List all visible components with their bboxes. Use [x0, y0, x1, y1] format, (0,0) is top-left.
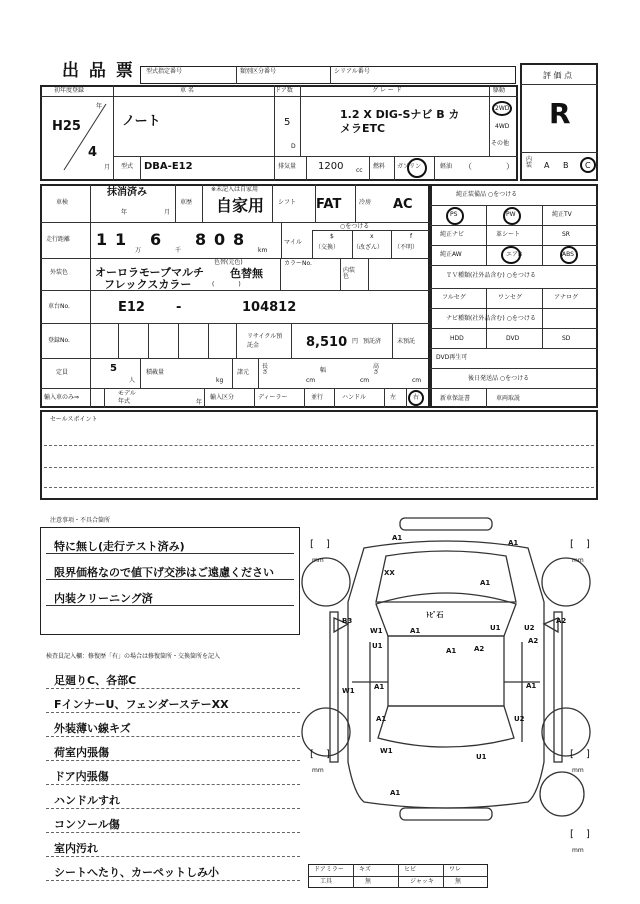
page-title: 出 品 票	[62, 61, 135, 81]
dvd-label: DVD再生可	[436, 354, 468, 361]
handle-right-circle	[408, 390, 424, 406]
car-damage-diagram	[300, 512, 602, 860]
interior-b: B	[563, 161, 569, 170]
damage-mark: A2	[556, 617, 567, 625]
color-no-label: カラーNo.	[284, 260, 312, 267]
mileage-digit: 8	[233, 230, 245, 249]
grade-value: 1.2 X DIG-Sナビ B カメラETC	[340, 108, 460, 135]
color-note: 色替(元色)	[214, 259, 243, 266]
airbag-circle	[501, 246, 521, 264]
inspector-line: 荷室内張傷	[54, 746, 109, 759]
fuel-paren-close: ）	[506, 162, 514, 171]
capacity-unit: 人	[129, 377, 136, 384]
tools-header: ヒビ	[404, 866, 417, 873]
model-label: 型式	[121, 163, 134, 170]
interior-c-circle	[580, 157, 596, 173]
meter-altered: （改ざん）	[353, 244, 384, 251]
capacity-value: 5	[110, 363, 117, 374]
inspection-year: 年	[121, 209, 128, 216]
meter-s: $	[330, 233, 334, 240]
damage-mark: W1	[380, 747, 393, 755]
tools-cell: 無	[455, 878, 462, 885]
damage-mark: A2	[528, 637, 539, 645]
recycle-unit: 円	[352, 338, 359, 345]
notes-label: 注意事項・不具合箇所	[50, 517, 111, 524]
color-paren: ( )	[212, 281, 241, 288]
note-line: 内装クリーニング済	[54, 592, 153, 605]
bracket-close: ]	[586, 539, 590, 550]
use-label: 車歴	[180, 199, 193, 206]
model-value: DBA-E12	[144, 161, 193, 172]
later-title: 後日発送品 ○をつける	[468, 375, 530, 382]
recycle-done: 預託済	[363, 338, 382, 345]
rating-value: R	[549, 97, 571, 130]
inspector-line: 足廻りC、各部C	[54, 674, 137, 687]
damage-mark: U1	[476, 753, 487, 761]
import-label: 輸入車のみ⇒	[44, 394, 80, 401]
bracket-close: ]	[586, 749, 590, 760]
damage-mark: A1	[508, 539, 519, 547]
equipment-item: 革シート	[496, 231, 521, 238]
fuel-gasoline: ガソリン	[397, 163, 422, 170]
fuel-gasoline-circle	[407, 158, 427, 178]
reg-month: 4	[88, 145, 98, 160]
doors-label: ドア数	[275, 87, 293, 94]
navi-item: DVD	[506, 335, 520, 342]
tv-item: アナログ	[554, 294, 579, 301]
chassis-dash: -	[176, 300, 182, 315]
inspector-underline	[46, 688, 300, 689]
navi-item: HDD	[450, 335, 464, 342]
reg-year: H25	[52, 119, 81, 134]
inspection-month: 月	[164, 209, 171, 216]
capacity-label: 定員	[56, 369, 69, 376]
tv-item: ワンセグ	[498, 294, 523, 301]
mileage-digit: 8	[195, 230, 207, 249]
damage-mark: U2	[524, 624, 535, 632]
unit-km: km	[258, 247, 268, 254]
model-year-label: モデル年式	[118, 390, 136, 405]
chassis-prefix: E12	[118, 300, 145, 315]
interior-label: 内装	[526, 156, 533, 169]
displacement-value: 1200	[318, 161, 344, 172]
load-label: 積載量	[146, 369, 165, 376]
equipment-item: エアB	[506, 251, 523, 258]
import-dealer: ディーラー	[258, 394, 288, 401]
inspector-underline	[46, 760, 300, 761]
color-change: 色替無	[230, 267, 263, 280]
mileage-label: 走行距離	[46, 236, 71, 243]
import-parallel: 並行	[311, 394, 324, 401]
year-unit: 年	[96, 103, 103, 110]
damage-mark: A1	[376, 715, 387, 723]
displacement-label: 排気量	[278, 163, 297, 170]
recycle-not: 未預託	[397, 338, 416, 345]
drive-other: その他	[491, 140, 510, 147]
month-unit: 月	[104, 164, 111, 171]
doors-value: 5	[284, 117, 291, 128]
damage-mark: U1	[372, 642, 383, 650]
mm-label: mm	[572, 767, 584, 774]
dim-height-unit: cm	[412, 377, 422, 384]
damage-mark: W1	[370, 627, 383, 635]
recycle-label: リサイクル預託金	[247, 333, 283, 349]
tv-item: フルセグ	[442, 294, 466, 301]
mark-note: ○をつける	[340, 223, 370, 230]
note-line: 限界価格なので値下げ交渉はご遠慮ください	[54, 566, 274, 579]
damage-mark: B3	[342, 617, 353, 625]
tools-header: ワレ	[449, 866, 462, 873]
shift-value: FAT	[316, 197, 342, 212]
unit-man: 万	[135, 247, 142, 254]
mileage-digit: 1	[115, 230, 127, 249]
mile-label: マイル	[284, 239, 302, 246]
dim-width-unit: cm	[360, 377, 370, 384]
fuel-label: 燃料	[373, 163, 386, 170]
damage-mark: U1	[490, 624, 501, 632]
name-label: 車 名	[180, 87, 194, 94]
use-value: 自家用	[216, 196, 265, 215]
damage-mark: A1	[392, 534, 403, 542]
equipment-item: PW	[506, 211, 516, 218]
recycle-value: 8,510	[306, 335, 348, 350]
damage-mark: A1	[480, 579, 491, 587]
cc-unit: cc	[356, 167, 363, 174]
interior-a: A	[544, 161, 550, 170]
note-line: 特に無し(走行テスト済み)	[54, 540, 185, 553]
use-note: ※未記入は自家用	[211, 186, 259, 193]
interior-c: C	[585, 161, 591, 170]
damage-mark: A1	[526, 682, 537, 690]
ac-value: AC	[393, 197, 413, 212]
model-year-unit: 年	[196, 399, 203, 406]
car-name: ノート	[122, 114, 161, 129]
category-label: 類別区分番号	[240, 68, 277, 75]
equipment-item: SR	[562, 231, 570, 238]
handle-label: ハンドル	[342, 394, 367, 401]
pw-circle	[503, 207, 521, 225]
drive-4wd: 4WD	[495, 123, 510, 130]
inspector-underline	[46, 784, 300, 785]
equipment-item: 純正AW	[440, 251, 462, 258]
mileage-digit: 6	[150, 230, 162, 249]
bracket-open: [	[310, 539, 314, 550]
inspection-label: 車検	[56, 199, 69, 206]
mm-label: mm	[572, 557, 584, 564]
damage-mark: W1	[342, 687, 355, 695]
inspector-line: 室内汚れ	[54, 842, 98, 855]
dim-length-unit: cm	[306, 377, 316, 384]
inspector-underline	[46, 832, 300, 833]
import-type-label: 輸入区分	[210, 394, 235, 401]
tools-header: ドアミラー	[314, 866, 344, 873]
equipment-item: 純正TV	[552, 211, 572, 218]
inspector-underline	[46, 808, 300, 809]
damage-mark: A1	[446, 647, 457, 655]
color-value-2: フレックスカラー	[104, 278, 192, 291]
damage-mark: ﾄﾋﾞ石	[426, 611, 444, 619]
equipment-item: 純正ナビ	[440, 231, 465, 238]
serial-label: シリアル番号	[334, 68, 370, 75]
damage-mark: A1	[374, 683, 385, 691]
mileage-digit: 1	[96, 230, 108, 249]
meter-exchange: （交換）	[315, 244, 340, 251]
bracket-close: ]	[326, 539, 330, 550]
equipment-item: ABS	[562, 251, 574, 258]
grade-label: グ レ ー ド	[372, 87, 402, 94]
ac-label: 冷房	[359, 199, 372, 206]
bracket-close: ]	[586, 829, 590, 840]
inspection-value: 抹消済み	[107, 187, 147, 198]
inspection-box	[40, 184, 430, 408]
dim-length: 長さ	[262, 363, 269, 376]
tv-title: ＴＶ種類(社外品含む) ○をつける	[446, 272, 536, 279]
damage-mark: XX	[384, 569, 395, 577]
bracket-open: [	[570, 749, 574, 760]
dim-height: 高さ	[373, 363, 380, 376]
dim-width: 幅	[320, 367, 327, 374]
bracket-open: [	[310, 749, 314, 760]
rating-label: 評 価 点	[543, 71, 573, 80]
fuel-diesel: 軽油	[440, 163, 453, 170]
inspector-label: 検査員記入欄：修復歴「有」の場合は修復箇所・交換箇所を記入	[46, 653, 221, 660]
reg-label: 初年度登録	[54, 87, 85, 94]
bracket-open: [	[570, 829, 574, 840]
inspector-line: コンソール傷	[54, 818, 120, 831]
sales-point-label: セールスポイント	[50, 416, 98, 423]
tools-cell: ジャッキ	[410, 878, 434, 885]
reg-slash	[60, 100, 110, 175]
navi-item: SD	[562, 335, 571, 342]
damage-mark: U2	[514, 715, 525, 723]
bracket-open: [	[570, 539, 574, 550]
tools-cell: 工具	[320, 878, 333, 885]
regno-label: 登録No.	[48, 337, 70, 344]
inspector-line: 外装薄い線キズ	[54, 722, 131, 735]
inspector-line: ハンドルすれ	[54, 794, 120, 807]
inspector-line: FインナーU、フェンダーステーXX	[54, 698, 229, 711]
mm-label: mm	[572, 847, 584, 854]
damage-mark: A2	[474, 645, 485, 653]
chassis-number: 104812	[242, 300, 297, 315]
handle-left: 左	[390, 394, 397, 401]
damage-mark: A1	[390, 789, 401, 797]
navi-title: ナビ種類(社外品含む) ○をつける	[446, 315, 536, 322]
load-unit: kg	[216, 377, 224, 384]
mileage-digit: 0	[214, 230, 226, 249]
abs-circle	[560, 246, 578, 264]
dims-label: 諸元	[237, 369, 250, 376]
model-code-label: 型式指定番号	[146, 68, 183, 75]
color-value-1: オーロラモーブマルチ	[95, 266, 205, 279]
ps-circle	[446, 207, 464, 225]
inspector-underline	[46, 736, 300, 737]
fuel-paren-open: （	[464, 162, 472, 171]
drive-2wd-circle	[492, 101, 512, 116]
unit-sen: 千	[175, 247, 182, 254]
tools-cell: 無	[365, 878, 372, 885]
drive-2wd: 2WD	[495, 105, 510, 112]
inspector-underline	[46, 856, 300, 857]
damage-mark: A1	[410, 627, 421, 635]
inspector-line: ドア内張傷	[54, 770, 109, 783]
tools-header: キズ	[359, 866, 371, 873]
meter-x: x	[370, 233, 374, 240]
meter-unknown: （不明）	[394, 244, 419, 251]
drive-label: 駆動	[493, 87, 506, 94]
chassis-label: 車台No.	[48, 303, 70, 310]
mm-label: mm	[312, 557, 324, 564]
mm-label: mm	[312, 767, 324, 774]
later-item: 車両取説	[496, 395, 521, 402]
handle-right: 右	[413, 394, 420, 401]
doors-d: D	[291, 143, 296, 150]
equipment-title: 純正装備品 ○をつける	[456, 191, 518, 198]
meter-f: f	[410, 233, 413, 240]
inspector-underline	[46, 880, 300, 881]
interior-color-label: 内装色	[343, 267, 356, 280]
code-box	[140, 66, 516, 84]
inspector-underline	[46, 712, 300, 713]
color-label: 外装色	[50, 269, 69, 276]
equipment-item: PS	[450, 211, 458, 218]
inspector-line: シートへたり、カーペットしみ小	[54, 866, 219, 879]
shift-label: シフト	[278, 199, 297, 206]
later-item: 新車保証書	[440, 395, 471, 402]
bracket-close: ]	[326, 749, 330, 760]
